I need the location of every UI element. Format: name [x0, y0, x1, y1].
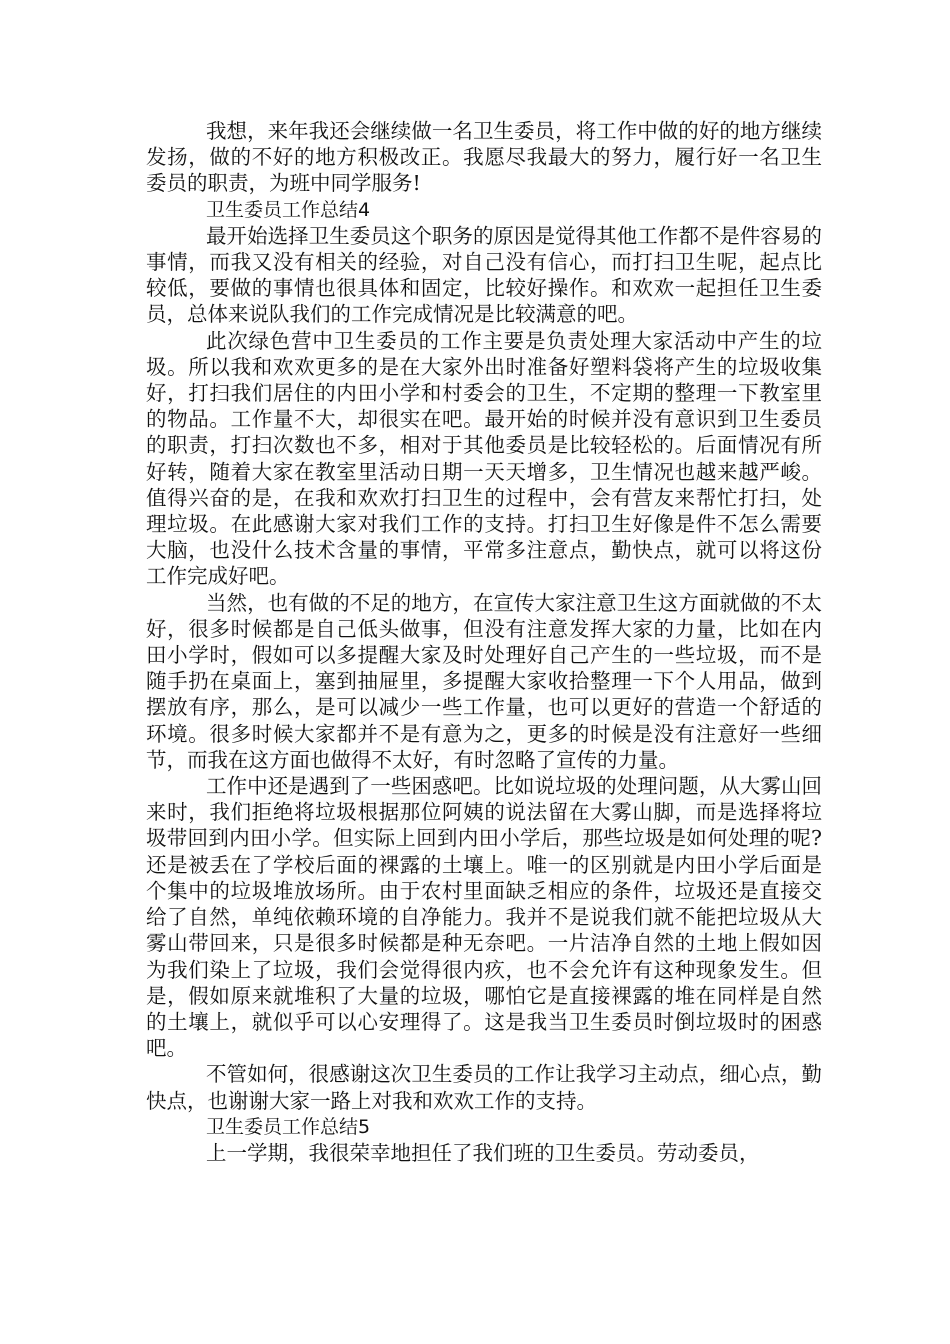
paragraph-reason: 最开始选择卫生委员这个职务的原因是觉得其他工作都不是件容易的事情，而我又没有相关的经验，对自己没有信心，而打扫卫生呢，起点比较低，要做的事情也很具体和固定，比较好操作。和欢欢一起担任卫生委员，总体来说队我们的工作完成情况是比较满意的吧。 [146, 223, 822, 327]
paragraph-shortcomings: 当然，也有做的不足的地方，在宣传大家注意卫生这方面就做的不太好，很多时候都是自己低头做事，但没有注意发挥大家的力量，比如在内田小学时，假如可以多提醒大家及时处理好自己产生的一些垃圾，而不是随手扔在桌面上，塞到抽屉里，多提醒大家收拾整理一下个人用品，做到摆放有序，那么，是可以减少一些工作量，也可以更好的营造一个舒适的环境。很多时候大家都并不是有意为之，更多的时候是没有注意好一些细节，而我在这方面也做得不太好，有时忽略了宣传的力量。 [146, 590, 822, 772]
paragraph-duties: 此次绿色营中卫生委员的工作主要是负责处理大家活动中产生的垃圾。所以我和欢欢更多的是在大家外出时准备好塑料袋将产生的垃圾收集好，打扫我们居住的内田小学和村委会的卫生，不定期的整理一下教室里的物品。工作量不大，却很实在吧。最开始的时候并没有意识到卫生委员的职责，打扫次数也不多，相对于其他委员是比较轻松的。后面情况有所好转，随着大家在教室里活动日期一天天增多，卫生情况也越来越严峻。值得兴奋的是，在我和欢欢打扫卫生的过程中，会有营友来帮忙打扫，处理垃圾。在此感谢大家对我们工作的支持。打扫卫生好像是件不怎么需要大脑，也没什么技术含量的事情，平常多注意点，勤快点，就可以将这份工作完成好吧。 [146, 328, 822, 589]
document-body [146, 118, 822, 1166]
section-heading-5: 卫生委员工作总结5 [206, 1115, 371, 1138]
paragraph-intro: 上一学期，我很荣幸地担任了我们班的卫生委员。劳动委员， [206, 1140, 760, 1165]
section-heading-4: 卫生委员工作总结4 [206, 198, 371, 221]
paragraph-closing: 我想，来年我还会继续做一名卫生委员，将工作中做的好的地方继续发扬，做的不好的地方积极改正。我愿尽我最大的努力，履行好一名卫生委员的职责，为班中同学服务! [146, 119, 822, 196]
paragraph-confusion: 工作中还是遇到了一些困惑吧。比如说垃圾的处理问题，从大雾山回来时，我们拒绝将垃圾根据那位阿姨的说法留在大雾山脚，而是选择将垃圾带回到内田小学。但实际上回到内田小学后，那些垃圾是如何处理的呢?还是被丢在了学校后面的裸露的土壤上。唯一的区别就是内田小学后面是个集中的垃圾堆放场所。由于农村里面缺乏相应的条件，垃圾还是直接交给了自然，单纯依赖环境的自净能力。我并不是说我们就不能把垃圾从大雾山带回来，只是很多时候都是种无奈吧。一片洁净自然的土地上假如因为我们染上了垃圾，我们会觉得很内疚，也不会允许有这种现象发生。但是，假如原来就堆积了大量的垃圾，哪怕它是直接裸露的堆在同样是自然的土壤上，就似乎可以心安理得了。这是我当卫生委员时倒垃圾时的困惑吧。 [146, 774, 822, 1061]
paragraph-thanks: 不管如何，很感谢这次卫生委员的工作让我学习主动点，细心点，勤快点，也谢谢大家一路上对我和欢欢工作的支持。 [146, 1062, 822, 1113]
